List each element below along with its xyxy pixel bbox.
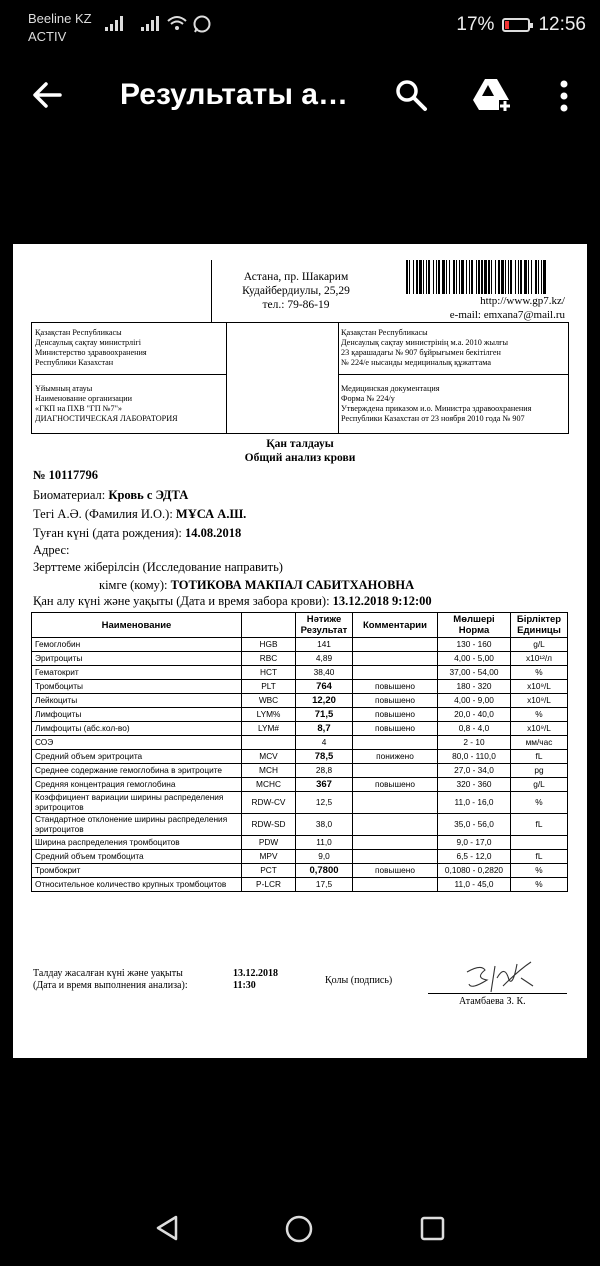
table-row [32, 708, 568, 722]
wifi-icon [166, 14, 188, 32]
row-comment: повышено [353, 722, 438, 736]
row-unit: мм/час [511, 736, 568, 750]
row-code: PLT [242, 680, 296, 694]
row-code: MPV [242, 850, 296, 864]
analysis-number: № 10117796 [33, 468, 98, 482]
row-code: RDW-CV [242, 792, 296, 814]
table-row [32, 722, 568, 736]
header-line: Норма [458, 625, 490, 636]
row-norm: 80,0 - 110,0 [438, 750, 511, 764]
barcode-bar [488, 260, 490, 294]
more-vert-icon[interactable] [550, 76, 578, 116]
row-name: Ширина распределения тромбоцитов [32, 836, 242, 850]
row-value: 367 [296, 778, 353, 792]
col-header-result [296, 613, 353, 638]
navigation-bar [0, 1190, 600, 1266]
row-code: MCHC [242, 778, 296, 792]
row-comment [353, 878, 438, 892]
document-title: Результаты а… [120, 78, 348, 111]
barcode-bar [426, 260, 427, 294]
table-row [32, 792, 568, 814]
row-comment [353, 850, 438, 864]
table-row [32, 836, 568, 850]
header-left-top [35, 328, 147, 368]
label: Биоматериал: [33, 488, 106, 502]
document-page [13, 244, 587, 1058]
barcode-bar [433, 260, 434, 294]
header-right-top [341, 328, 508, 368]
col-header-name: Наименование [32, 613, 242, 638]
text-line: Республики Казахстан [35, 358, 114, 367]
search-icon[interactable] [394, 78, 428, 112]
header-right-bottom [341, 384, 531, 424]
col-header-unit [511, 613, 568, 638]
barcode-bar [459, 260, 460, 294]
table-header-row [32, 613, 568, 638]
row-unit: % [511, 864, 568, 878]
barcode-bar [495, 260, 496, 294]
row-name: Лимфоциты (абс.кол-во) [32, 722, 242, 736]
row-code [242, 736, 296, 750]
row-norm: 37,00 - 54,00 [438, 666, 511, 680]
barcode-bar [535, 260, 537, 294]
results-table [31, 612, 568, 892]
header-divider [211, 260, 212, 322]
barcode-bar [453, 260, 455, 294]
barcode-bar [476, 260, 477, 294]
row-code: WBC [242, 694, 296, 708]
row-name: Лимфоциты [32, 708, 242, 722]
row-unit [511, 836, 568, 850]
row-comment [353, 792, 438, 814]
completion-time: 11:30 [233, 980, 256, 991]
row-unit: % [511, 878, 568, 892]
patient-name: МҰСА А.Ш. [175, 507, 247, 521]
header-line: Результат [300, 625, 348, 636]
title-kz: Қан талдауы [266, 438, 334, 450]
text-line: Утверждена приказом и.о. Министра здравоохранения [341, 404, 532, 413]
barcode-bar [491, 260, 492, 294]
header-line: Единицы [517, 625, 561, 636]
text-line: Республики Казахстан от 23 ноября 2010 года № 907 [341, 414, 525, 423]
barcode-bar [501, 260, 504, 294]
barcode [406, 260, 546, 294]
row-value: 9,0 [296, 850, 353, 864]
label-line: Талдау жасалған күні және уақыты [33, 968, 183, 979]
row-norm: 11,0 - 16,0 [438, 792, 511, 814]
label: кімге (кому): [99, 578, 168, 592]
barcode-bar [518, 260, 519, 294]
text-line: «ГКП на ПХВ "ГП №7"» [35, 404, 123, 413]
completion-label [33, 968, 188, 992]
row-norm: 27,0 - 34,0 [438, 764, 511, 778]
barcode-bar [438, 260, 440, 294]
label: Тегі А.Ә. (Фамилия И.О.): [33, 507, 173, 521]
row-comment [353, 652, 438, 666]
email-link[interactable]: e-mail: emxana7@mail.ru [449, 309, 565, 321]
row-comment [353, 836, 438, 850]
row-norm: 0,1080 - 0,2820 [438, 864, 511, 878]
row-norm: 20,0 - 40,0 [438, 708, 511, 722]
completion-datetime [233, 968, 278, 992]
table-row [32, 814, 568, 836]
row-norm: 130 - 160 [438, 638, 511, 652]
table-row [32, 680, 568, 694]
row-norm: 0,8 - 4,0 [438, 722, 511, 736]
row-unit: g/L [511, 638, 568, 652]
row-norm: 180 - 320 [438, 680, 511, 694]
barcode-bar [461, 260, 464, 294]
row-name: Эритроциты [32, 652, 242, 666]
row-value: 38,40 [296, 666, 353, 680]
row-norm: 2 - 10 [438, 736, 511, 750]
barcode-bar [469, 260, 470, 294]
address-label: Адрес: [33, 543, 70, 557]
barcode-bar [409, 260, 410, 294]
barcode-bar [442, 260, 445, 294]
row-comment [353, 736, 438, 750]
table-row [32, 764, 568, 778]
col-header-comment: Комментарии [353, 613, 438, 638]
text-line: 23 қарашадағы № 907 бұйрығымен бекітілген [341, 348, 501, 357]
barcode-bar [423, 260, 424, 294]
barcode-bar [481, 260, 483, 294]
barcode-bar [413, 260, 414, 294]
address-line: тел.: 79-86-19 [262, 299, 330, 311]
row-name: Коэффициент вариации ширины распределения эритроцитов [32, 792, 242, 814]
barcode-bar [428, 260, 430, 294]
row-name: Гемоглобин [32, 638, 242, 652]
col-header-norm [438, 613, 511, 638]
table-row [32, 736, 568, 750]
barcode-bar [538, 260, 539, 294]
signal-icon [104, 14, 126, 32]
text-line: Қазақстан Республикасы [341, 328, 428, 337]
row-code: LYM% [242, 708, 296, 722]
row-comment [353, 666, 438, 680]
barcode-bar [524, 260, 527, 294]
barcode-bar [528, 260, 529, 294]
row-unit: % [511, 708, 568, 722]
battery-icon [502, 18, 530, 32]
whatsapp-icon [192, 14, 212, 34]
row-comment: повышено [353, 864, 438, 878]
title-ru: Общий анализ крови [244, 452, 356, 464]
barcode-bar [471, 260, 473, 294]
table-row [32, 638, 568, 652]
row-value: 71,5 [296, 708, 353, 722]
table-row [32, 850, 568, 864]
row-name: Гематокрит [32, 666, 242, 680]
row-code: PDW [242, 836, 296, 850]
signature-image [461, 956, 541, 996]
results-body [32, 638, 568, 892]
barcode-bar [484, 260, 487, 294]
row-code: LYM# [242, 722, 296, 736]
barcode-bar [520, 260, 522, 294]
barcode-bar [508, 260, 509, 294]
row-code: HGB [242, 638, 296, 652]
biomaterial-line [33, 488, 188, 503]
dob-line [33, 526, 241, 541]
row-norm: 4,00 - 5,00 [438, 652, 511, 666]
row-norm: 6,5 - 12,0 [438, 850, 511, 864]
label-line: (Дата и время выполнения анализа): [33, 980, 188, 991]
header-line: Нәтиже [306, 614, 342, 625]
carrier-info [28, 10, 92, 46]
row-comment [353, 764, 438, 778]
row-value: 764 [296, 680, 353, 694]
row-unit: g/L [511, 778, 568, 792]
collection-line [33, 594, 432, 609]
text-line: ДИАГНОСТИЧЕСКАЯ ЛАБОРАТОРИЯ [35, 414, 178, 423]
referral-label: Зерттеме жіберілсін (Исследование направить) [33, 560, 283, 574]
address-line: Астана, пр. Шакарим [243, 271, 349, 283]
barcode-bar [541, 260, 542, 294]
row-value: 12,5 [296, 792, 353, 814]
website-link[interactable]: http://www.gp7.kz/ [480, 295, 565, 307]
row-value: 12,20 [296, 694, 353, 708]
row-unit: % [511, 792, 568, 814]
barcode-bar [531, 260, 532, 294]
row-value: 78,5 [296, 750, 353, 764]
signal-icon [140, 14, 162, 32]
row-norm: 11,0 - 45,0 [438, 878, 511, 892]
text-line: Медицинская документация [341, 384, 440, 393]
barcode-bar [456, 260, 457, 294]
address-line: Кудайбердиулы, 25,29 [242, 285, 350, 297]
barcode-bar [505, 260, 506, 294]
text-line: Наименование организации [35, 394, 133, 403]
barcode-bar [466, 260, 467, 294]
signature-label: Қолы (подпись) [325, 975, 393, 986]
barcode-bar [543, 260, 546, 294]
row-unit: % [511, 666, 568, 680]
clinic-contacts [393, 294, 565, 322]
table-row [32, 750, 568, 764]
text-line: Ұйымның атауы [35, 384, 93, 393]
referral-to-line [99, 578, 414, 593]
row-unit: fL [511, 814, 568, 836]
barcode-bar [478, 260, 480, 294]
status-right [456, 14, 586, 36]
row-comment [353, 638, 438, 652]
table-row [32, 864, 568, 878]
row-name: Средняя концентрация гемоглобина [32, 778, 242, 792]
app-bar [0, 60, 600, 132]
table-row [32, 694, 568, 708]
row-name: СОЭ [32, 736, 242, 750]
row-unit: pg [511, 764, 568, 778]
barcode-bar [419, 260, 422, 294]
barcode-bar [515, 260, 516, 294]
row-comment: повышено [353, 778, 438, 792]
row-value: 0,7800 [296, 864, 353, 878]
fio-line [33, 507, 246, 522]
table-row [32, 652, 568, 666]
row-name: Средний объем эритроцита [32, 750, 242, 764]
row-value: 8,7 [296, 722, 353, 736]
row-comment: повышено [353, 708, 438, 722]
col-header-code [242, 613, 296, 638]
row-name: Тромбокрит [32, 864, 242, 878]
table-row [32, 778, 568, 792]
row-code: PCT [242, 864, 296, 878]
row-unit: x10⁹/L [511, 694, 568, 708]
barcode-bar [510, 260, 512, 294]
row-name: Средний объем тромбоцита [32, 850, 242, 864]
header-left-bottom [35, 384, 178, 424]
row-code: MCH [242, 764, 296, 778]
date-of-birth: 14.08.2018 [185, 526, 242, 540]
row-code: RDW-SD [242, 814, 296, 836]
row-unit: fL [511, 850, 568, 864]
row-value: 4 [296, 736, 353, 750]
text-line: Денсаулық сақтау министрінің м.а. 2010 жылғы [341, 338, 508, 347]
signature-line [428, 993, 567, 994]
collection-datetime: 13.12.2018 9:12:00 [332, 594, 432, 608]
nav-back-icon[interactable] [154, 1214, 180, 1242]
row-code: P-LCR [242, 878, 296, 892]
row-comment [353, 814, 438, 836]
text-line: Форма № 224/у [341, 394, 395, 403]
barcode-bar [436, 260, 437, 294]
row-value: 141 [296, 638, 353, 652]
battery-percent: 17% [456, 14, 495, 35]
row-norm: 9,0 - 17,0 [438, 836, 511, 850]
clinic-address [223, 270, 369, 312]
row-value: 11,0 [296, 836, 353, 850]
row-value: 28,8 [296, 764, 353, 778]
row-code: HCT [242, 666, 296, 680]
back-arrow-icon[interactable] [30, 78, 64, 112]
nav-home-icon[interactable] [284, 1214, 314, 1244]
row-name: Среднее содержание гемоглобина в эритроците [32, 764, 242, 778]
row-value: 4,89 [296, 652, 353, 666]
barcode-bar [406, 260, 408, 294]
row-norm: 35,0 - 56,0 [438, 814, 511, 836]
row-norm: 4,00 - 9,00 [438, 694, 511, 708]
barcode-bar [446, 260, 447, 294]
row-unit: x10⁹/L [511, 722, 568, 736]
text-line: № 224/е нысанды медициналық құжаттама [341, 358, 491, 367]
carrier-network: ACTIV [28, 29, 67, 44]
row-name: Относительное количество крупных тромбоцитов [32, 878, 242, 892]
row-code: RBC [242, 652, 296, 666]
text-line: Қазақстан Республикасы [35, 328, 122, 337]
header-line: Мөлшері [453, 614, 495, 625]
completion-date: 13.12.2018 [233, 968, 278, 979]
table-row [32, 666, 568, 680]
header-line: Бірліктер [516, 614, 562, 625]
signer-name: Атамбаева З. К. [459, 996, 526, 1007]
label: Қан алу күні және уақыты (Дата и время забора крови): [33, 594, 330, 608]
drive-add-icon[interactable] [472, 76, 512, 114]
doctor-name: ТОТИКОВА МАКПАЛ САБИТХАНОВНА [170, 578, 415, 592]
row-comment: повышено [353, 680, 438, 694]
text-line: Денсаулық сақтау министрлігі [35, 338, 141, 347]
row-value: 38,0 [296, 814, 353, 836]
carrier-name: Beeline KZ [28, 11, 92, 26]
table-row [32, 878, 568, 892]
row-name: Стандартное отклонение ширины распределения эритроцитов [32, 814, 242, 836]
barcode-bar [449, 260, 450, 294]
row-name: Лейкоциты [32, 694, 242, 708]
row-code: MCV [242, 750, 296, 764]
label: Туған күні (дата рождения): [33, 526, 182, 540]
clock: 12:56 [538, 14, 586, 35]
status-bar [0, 0, 600, 52]
row-comment: понижено [353, 750, 438, 764]
row-unit: x10¹²/л [511, 652, 568, 666]
row-value: 17,5 [296, 878, 353, 892]
nav-recents-icon[interactable] [420, 1216, 446, 1242]
barcode-bar [498, 260, 500, 294]
text-line: Министерство здравоохранения [35, 348, 147, 357]
row-unit: fL [511, 750, 568, 764]
row-norm: 320 - 360 [438, 778, 511, 792]
row-name: Тромбоциты [32, 680, 242, 694]
row-comment: повышено [353, 694, 438, 708]
barcode-bar [416, 260, 418, 294]
biomaterial-value: Кровь с ЭДТА [108, 488, 189, 502]
row-unit: x10⁹/L [511, 680, 568, 694]
